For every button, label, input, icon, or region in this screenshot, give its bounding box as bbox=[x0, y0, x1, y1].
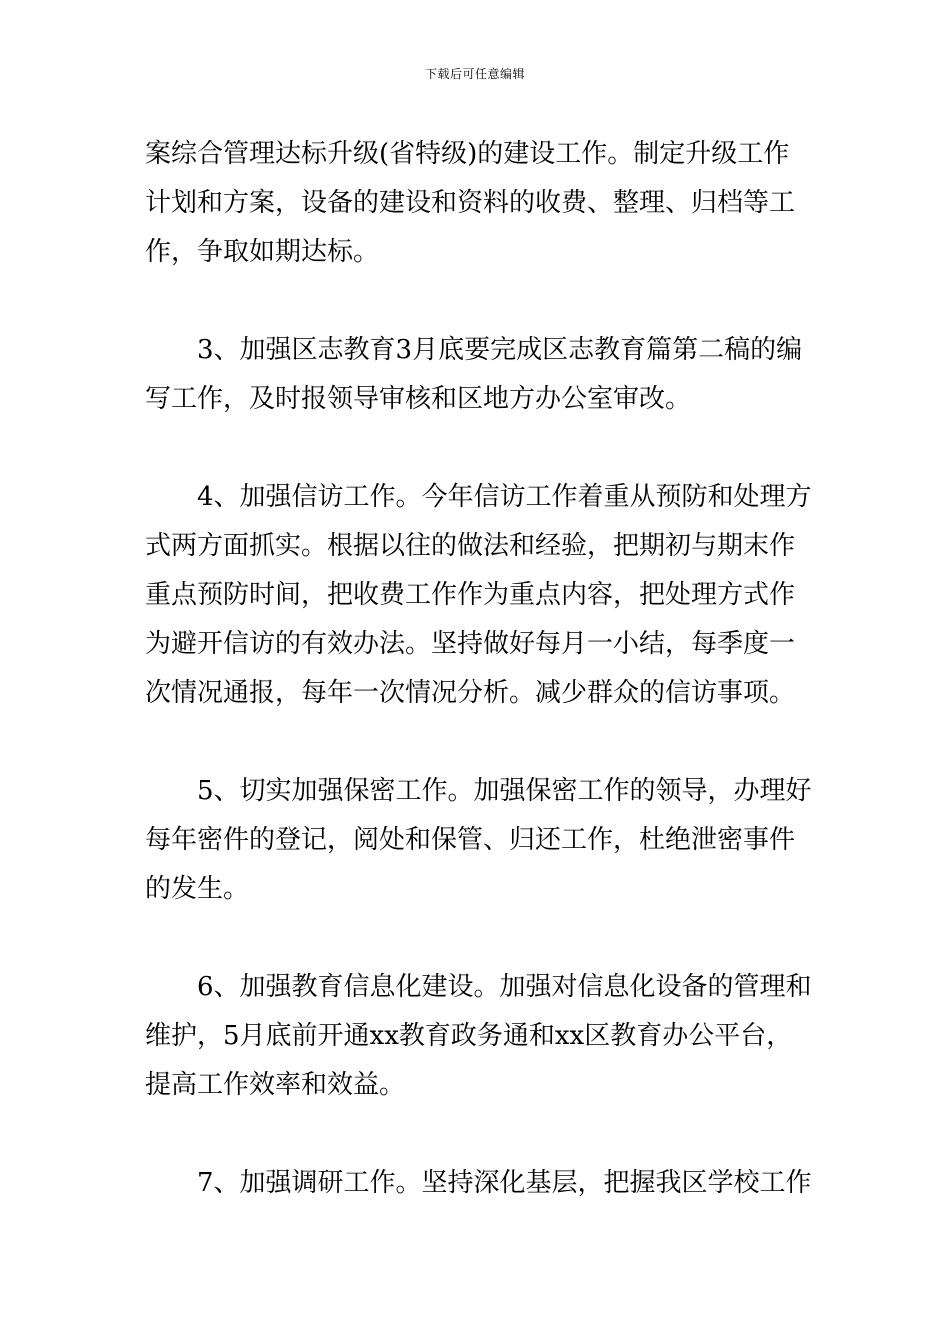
text-line: 写工作，及时报领导审核和区地方办公室审改。 bbox=[145, 384, 692, 414]
paragraph-item-3 bbox=[145, 326, 805, 424]
paragraph-spacer bbox=[145, 277, 805, 326]
paragraph-spacer bbox=[145, 718, 805, 767]
text-line: 3、加强区志教育3月底要完成区志教育篇第二稿的编 bbox=[197, 335, 803, 365]
text-line: 提高工作效率和效益。 bbox=[145, 1070, 406, 1100]
text-line: 维护，5月底前开通xx教育政务通和xx区教育办公平台， bbox=[145, 1021, 793, 1051]
text-line: 5、切实加强保密工作。加强保密工作的领导，办理好 bbox=[197, 776, 812, 806]
document-body bbox=[145, 130, 812, 1208]
text-line: 作，争取如期达标。 bbox=[145, 237, 380, 267]
page-header: 下载后可任意编辑 bbox=[424, 67, 525, 81]
paragraph-item-4 bbox=[145, 473, 812, 718]
paragraph-spacer bbox=[145, 914, 805, 963]
text-line: 案综合管理达标升级(省特级)的建设工作。制定升级工作 bbox=[145, 139, 790, 169]
paragraph-item-7 bbox=[145, 1159, 812, 1208]
paragraph-item-5 bbox=[145, 767, 812, 914]
paragraph-continuation bbox=[145, 130, 805, 277]
text-line: 7、加强调研工作。坚持深化基层，把握我区学校工作 bbox=[197, 1168, 812, 1198]
text-line: 计划和方案，设备的建设和资料的收费、整理、归档等工 bbox=[145, 188, 796, 218]
paragraph-spacer bbox=[145, 424, 805, 473]
text-line: 的发生。 bbox=[145, 874, 250, 904]
text-line: 6、加强教育信息化建设。加强对信息化设备的管理和 bbox=[197, 972, 812, 1002]
paragraph-item-6 bbox=[145, 963, 812, 1110]
paragraph-spacer bbox=[145, 1110, 805, 1159]
text-line: 4、加强信访工作。今年信访工作着重从预防和处理方 bbox=[197, 482, 812, 512]
text-line: 次情况通报，每年一次情况分析。减少群众的信访事项。 bbox=[145, 678, 796, 708]
text-line: 重点预防时间，把收费工作作为重点内容，把处理方式作 bbox=[145, 580, 796, 610]
text-line: 为避开信访的有效办法。坚持做好每月一小结，每季度一 bbox=[145, 629, 796, 659]
text-line: 每年密件的登记，阅处和保管、归还工作，杜绝泄密事件 bbox=[145, 825, 796, 855]
text-line: 式两方面抓实。根据以往的做法和经验，把期初与期末作 bbox=[145, 531, 796, 561]
